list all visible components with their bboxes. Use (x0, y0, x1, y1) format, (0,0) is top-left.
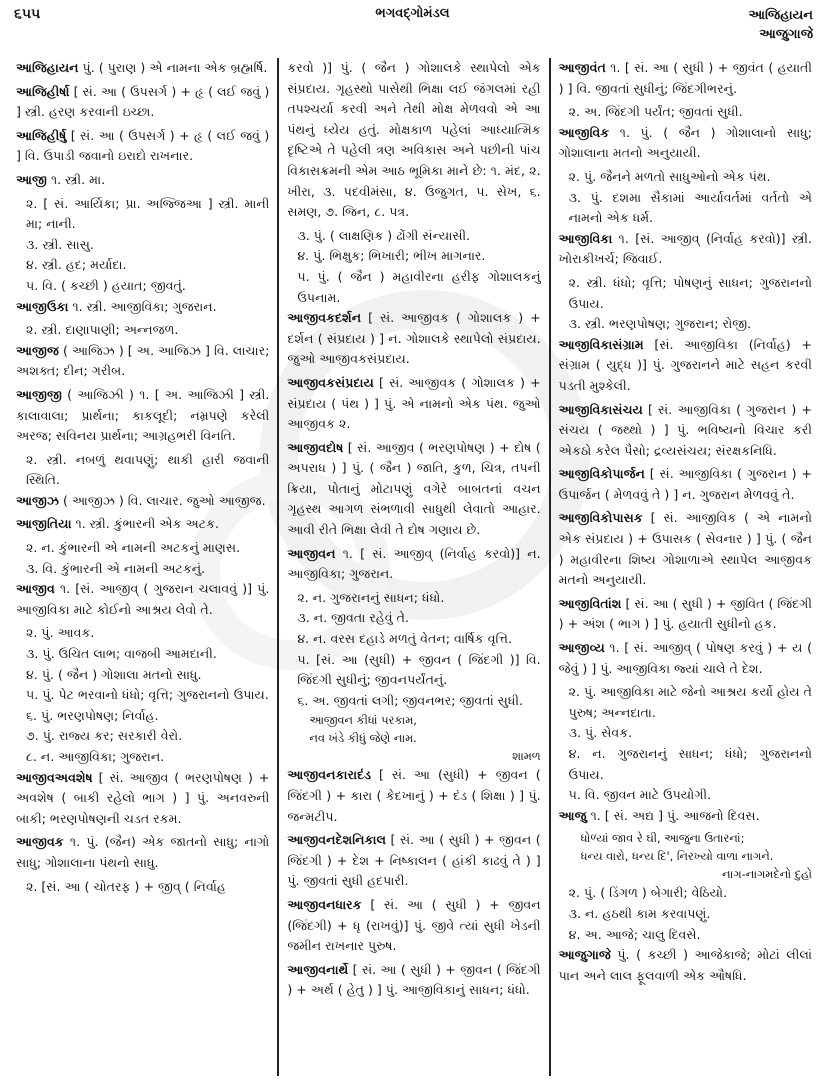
guide-word-last: આજુગાજે (759, 27, 813, 42)
entry-definition: [સં. આજીવિકા (નિર્વાહ) + સંગ્રામ ( યુદ્ધ )] પું. ગુજરાનને માટે સહન કરવી પડતી મુશ્કેલી. (558, 336, 812, 393)
entry-sense: ૩. સ્ત્રી. સાસુ. (26, 236, 94, 252)
entry-headword: આજીવદોષ (287, 439, 344, 455)
quotation-line: નવ ખંડે કીધું જેણે નામ. (309, 731, 417, 746)
dictionary-entry (287, 438, 540, 541)
entry-definition: ( આજિઝી ) ૧. [ અ. આજિઝી ] સ્ત્રી. કાલાવાલા; પ્રાર્થના; કાકલૂદી; નમ્રપણે કરેલી અરજ; સવિનય પ્રાર્થના; આગ્રહભરી વિનતિ. (16, 386, 270, 444)
entry-definition: ૧. [ સં. આજીવ્ ( પોષણ કરવું ) + ય ( જેવું ) ] પું. આજીવિકા જ્યાં ચાલે તે દેશ. (558, 640, 812, 676)
entry-headword: આજિહાયન (16, 60, 79, 75)
dictionary-entry (16, 832, 269, 873)
dictionary-entry (16, 768, 269, 830)
guide-words (748, 6, 813, 44)
dictionary-entry (16, 341, 269, 382)
dictionary-entry (287, 830, 540, 892)
entry-headword: આજીવનાર્થે (287, 961, 349, 977)
entry-sense: ૩. પું. સેવક. (568, 725, 633, 741)
entry-sense: ૫. [સં. આ (સુધી) + જીવન ( જિંદગી )] વિ. જિંદગી સુધીનું; જીવનપર્યંતનું. (297, 651, 541, 688)
entry-headword: આજિહીર્ષુ (16, 127, 67, 143)
entry-headword: આજીવિતાંશ (558, 595, 622, 611)
entry-sense: ૪. પું. ભિક્ષુક; ભિખારી; ભીખ માગનાર. (297, 248, 486, 264)
dictionary-entry (559, 464, 812, 505)
entry-sense: ૩. વિ. કુંભારની એ નામની અટકનું. (26, 560, 206, 576)
dictionary-entry (559, 638, 812, 679)
page-header (0, 0, 825, 56)
dictionary-entry (16, 491, 269, 512)
entry-sense: ૫. પું. ( જૈન ) મહાવીરના હરીફ ગોશાલકનું ઉપનામ. (297, 268, 541, 305)
entry-headword: આજીવ્ય (558, 640, 605, 656)
dictionary-entry (16, 126, 269, 167)
entry-sense: ૫. વિ. ( કચ્છી ) હયાત; જીવતું. (26, 277, 186, 293)
entry-sense: ૩. પું. ઉચિત લાભ; વાજબી આમદાની. (26, 646, 217, 662)
quotation-line: આજીવન કીધાં પરકામ, (309, 713, 417, 728)
dictionary-entry (16, 170, 269, 191)
entry-definition: [ સં. આ ( સુધી ) + જીવન (જિંદગી) + ધૃ (રાખવું)] પું. જીવે ત્યાં સુધી ખેડની જમીન રાખનાર પુરુષ. (287, 896, 541, 954)
column-middle (277, 58, 550, 1076)
column-right (551, 58, 820, 1076)
quotation-line: ધન્ય વારો, ધન્ય દિ', નિરખ્યો વાળા નાગને. (580, 849, 774, 864)
entry-headword: આજીવનધારક (287, 896, 362, 912)
entry-sense: ૩. ન. હઠથી કામ કરવાપણું. (568, 905, 711, 921)
entry-definition: ( આજિઝ ) [ અ. આજિઝ ] વિ. લાચાર; અશક્ત; દીન; ગરીબ. (16, 342, 270, 379)
entry-definition: ૧. પું. ( જૈન ) ગોશાલાનો સાધુ; ગોશાલાના મતનો અનુયાયી. (558, 124, 812, 161)
entry-headword: આજીવનદેશનિકાલ (287, 832, 386, 848)
entry-sense: ૭. પું. રાજ્ય કર; સરકારી વેરો. (26, 728, 183, 744)
entry-headword: આજીવંત (558, 60, 606, 75)
entry-sense: ૨. ન. કુંભારની એ નામની અટકનું માણસ. (26, 540, 241, 556)
guide-word-first: આજિહાયન (748, 8, 813, 23)
entry-sense: ૬. પું. ભરણપોષણ; નિર્વાહ. (26, 707, 159, 723)
entry-sense: ૩. પું. દશમા સૈકામાં આર્યાવર્તમાં વર્તતો એ નામનો એક ધર્મ. (568, 189, 812, 226)
entry-definition: [ સં. આજીવિકા ( ગુજરાન ) + ઉપાર્જન ( મેળવવું તે ) ] ન. ગુજરાન મેળવવું તે. (558, 466, 812, 502)
dictionary-entry (559, 806, 812, 827)
quotation-line: ધોળ્યાં જાવ રે ઘી, આજુના ઉતારનાં; (580, 831, 745, 846)
entry-headword: આજુ (558, 807, 587, 823)
entry-headword: આજિહીર્ષા (16, 83, 70, 99)
dictionary-entry (559, 400, 812, 462)
entry-headword: આજીવિકોપાર્જન (558, 466, 645, 482)
entry-definition: ૧. [ સં. આ ( સુધી ) + જીવંત ( હયાતી ) ] વિ. જીવતાં સુધીનું; જિંદગીભરનું. (558, 60, 812, 96)
entry-sense: ૪. અ. આજે; ચાલુ દિવસે. (568, 926, 701, 942)
entry-definition: [ સં. આજીવ ( ભરણપોષણ ) + અવશેષ ( બાકી રહેલો ભાગ ) ] પું. અનવરુની બાકી; ભરણપોષણની ચડત રકમ. (16, 769, 270, 826)
entry-definition: ૧. સ્ત્રી. કુંભારની એક અટક. (71, 516, 219, 532)
entry-definition: ૧. [ સં. અદ્ય ] પું. આજનો દિવસ. (586, 807, 760, 823)
dictionary-entry (559, 594, 812, 635)
entry-sense: ૨. સ્ત્રી. ધંધો; વૃત્તિ; પોષણનું સાધન; ગુજરાનનો ઉપાય. (568, 274, 812, 311)
entry-headword: આજીવિકોપાસક (558, 510, 643, 526)
dictionary-entry (16, 58, 269, 79)
entry-definition: કરવો )] પું. ( જૈન ) ગોશાલકે સ્થાપેલો એક સંપ્રદાય. ગૃહસ્થો પાસેથી ભિક્ષા લઈ જંગલમાં રહી તપશ્ચર્યા કરવી અને તેથી મોક્ષ મેળવવો એ આ પંથનું ધ્યેય હતું. મોક્ષકાળ પહેલાં આધ્યાત્મિક દૃષ્ટિએ તે પહેલી ત્રણ અવિકાસ અને પછીની પાંચ વિકાસક્રમની એમ આઠ ભૂમિકા માને છે: ૧. મંદ, ૨. ખીરા, ૩. પદવીમંસા, ૪. ઉજુગત, ૫. સેખ, ૬. સમણ, ૭. જિન, ૮. પત્ર. (287, 60, 541, 220)
dictionary-entry (16, 297, 269, 318)
dictionary-entry (16, 385, 269, 447)
entry-definition: [ સં. આ ( સુધી ) + જીવન ( જિંદગી ) + દેશ + નિષ્કાલન ( હાંકી કાઢવું તે ) ] પું. જીવતાં સુધી હદપારી. (287, 832, 541, 889)
dictionary-entry (287, 544, 540, 585)
dictionary-entry (16, 579, 269, 620)
entry-sense: ૬. અ. જીવતાં લગી; જીવનભર; જીવતાં સુધી. (297, 692, 524, 708)
entry-headword: આજીવ (16, 581, 55, 597)
entry-sense: ૮. ન. આજીવિકા; ગુજરાન. (26, 749, 165, 764)
entry-sense: ૪. ન. વરસ દહાડે મળતું વેતન; વાર્ષિક વૃત્તિ. (297, 631, 513, 647)
quotation-source: શામળ (512, 749, 541, 764)
entry-headword: આજીવનકારાદંડ (287, 767, 372, 783)
entry-definition: ૧. સ્ત્રી. મા. (46, 171, 106, 187)
entry-definition: [ સં. આજીવક ( ગોશાલક ) + સંપ્રદાય ( પંથ ) ] પું. એ નામનો એક પંથ. જુઓ આજીવક ૨. (287, 374, 541, 432)
dictionary-entry (16, 82, 269, 123)
entry-sense: ૫. વિ. જીવન માટે ઉપયોગી. (568, 787, 712, 803)
entry-headword: આજીવઅવશેષ (16, 769, 93, 785)
entry-definition: [ સં. આ ( ઉપસર્ગ ) + હૃ ( લઈ જવું ) ] સ્ત્રી. હરણ કરવાની ઇચ્છા. (16, 83, 270, 120)
entry-headword: આજીવિકાસંચય (558, 401, 643, 417)
entry-sense: ૨. પું. આજીવિકા માટે જેનો આશ્રય કર્યો હોય તે પુરુષ; અન્નદાતા. (568, 684, 812, 720)
dictionary-entry (287, 373, 540, 435)
entry-headword: આજીવિક (558, 124, 610, 140)
entry-sense: ૪. પું. ( જૈન ) ગોશાલા મતનો સાધુ. (26, 666, 202, 682)
entry-sense: ૨. સ્ત્રી. દાણાપાણી; અન્નજળ. (26, 322, 179, 338)
entry-headword: આજીવિકાસંગ્રામ (558, 336, 644, 352)
entry-definition: પું. ( પુરાણ ) એ નામના એક બ્રહ્મર્ષિ. (78, 60, 268, 75)
entry-sense: ૨. ન. ગુજરાનનું સાધન; ધંધો. (297, 589, 445, 605)
entry-headword: આજી (16, 171, 47, 187)
entry-definition: [ સં. આજીવિકા ( ગુજરાન ) + સંચય ( જથ્થો ) ] પું. ભવિષ્યનો વિચાર કરી એકઠો કરેલ પૈસો; દ્રવ્યસંચય; સંરક્ષકનિધિ. (558, 401, 812, 458)
entry-definition: ૧. પું. (જૈન) એક જાતનો સાધુ; નાગો સાધુ; ગોશાલાના પંથનો સાધુ. (16, 834, 270, 870)
entry-headword: આજીતિયા (16, 516, 72, 532)
entry-sense: ૩. પું. ( લાક્ષણિક ) ઢોંગી સંન્યાસી. (297, 227, 471, 243)
entry-definition: [ સં. આજીવિક ( એ નામનો એક સંપ્રદાય ) + ઉપાસક ( સેવનાર ) ] પું. ( જૈન ) મહાવીરના શિષ્ય ગોશાળાએ સ્થાપેલ આજીવક મતનો અનુયાયી. (558, 510, 812, 588)
entry-headword: આજીવક (16, 834, 64, 850)
entry-headword: આજીવન (287, 545, 336, 561)
entry-definition: ૧. [ સં. આજીવ્ (નિર્વાહ કરવો)] ન. આજીવિકા; ગુજરાન. (287, 545, 541, 582)
entry-headword: આજીઉકા (16, 298, 69, 314)
entry-headword: આજીવિકા (558, 230, 613, 246)
entry-sense: ૨. [ સં. આર્યિકા; પ્રા. અજ્જિઆ ] સ્ત્રી. માની મા; નાની. (26, 195, 270, 232)
entry-sense: ૩. ન. જીવતા રહેવું તે. (297, 610, 409, 626)
entry-definition: [ સં. આ (સુધી) + જીવન ( જિંદગી ) + કારા ( કેદખાનું ) + દંડ ( શિક્ષા ) ] પું. જન્મટીપ. (287, 767, 541, 824)
entry-headword: આજીવકસંપ્રદાય (287, 374, 374, 390)
entry-sense: ૨. પું. આવક. (26, 625, 95, 641)
entry-definition: ૧. [સં. આજીવ્ ( ગુજરાન ચલાવવું )] પું. આજીવિકા માટે કોઈનો આશ્રય લેવો તે. (16, 581, 270, 617)
quotation-source: નાગ-નાગમદેનો દુહો (722, 867, 812, 882)
entry-headword: આજીઝ (16, 492, 59, 508)
dictionary-entry (287, 765, 540, 827)
dictionary-entry (559, 508, 812, 590)
book-title: ભગવદ્ગોમંડલ (375, 6, 450, 21)
entry-definition: ૧. [સં. આજીવ્ (નિર્વાહ કરવો)] સ્ત્રી. ખોરાકીખર્ચ; જિવાઈ. (558, 230, 812, 267)
entry-sense: ૨. પું. જૈનને મળતો સાધુઓનો એક પંથ. (568, 168, 771, 184)
dictionary-entry (287, 895, 540, 957)
entry-definition: [ સં. આ ( સુધી ) + જીવિત ( જિંદગી ) + અંશ ( ભાગ ) ] પું. હયાતી સુધીનો હક. (558, 595, 812, 632)
dictionary-entry (559, 335, 812, 397)
entry-sense: ૨. પું. ( ડિંગળ ) બેગારી; વેઠિયો. (568, 885, 728, 901)
entry-sense: ૨. સ્ત્રી. નબળું થવાપણું; થાકી હારી જવાની સ્થિતિ. (26, 451, 270, 488)
entry-definition: પું. ( કચ્છી ) આજેકાજે; મોટાં લીલાં પાન અને લાલ ફૂલવાળી એક ઔષધિ. (558, 947, 812, 983)
dictionary-entry (287, 960, 540, 1001)
entry-sense: ૪. ન. ગુજરાનનું સાધન; ધંધો; ગુજરાનનો ઉપાય. (568, 746, 812, 782)
entry-definition: [ સં. આજીવક ( ગોશાલક ) + દર્શન ( સંપ્રદાય ) ] ન. ગોશાલકે સ્થાપેલો સંપ્રદાય. જુઓ આજીવકસંપ્રદાય. (287, 310, 541, 367)
entry-sense: ૪. સ્ત્રી. હદ; મર્યાદા. (26, 257, 127, 273)
entry-definition: [ સં. આજીવ ( ભરણપોષણ ) + દોષ ( અપરાધ ) ] પું. ( જૈન ) જાતિ, કુળ, ચિત્ર, તપની ક્રિયા, પોતાનું મોટાપણું વગેરે બાબતનાં વચન ગૃહસ્થ આગળ સંભળાવી સાધુથી લેવાતો આહાર. આવી રીતે ભિક્ષા લેવી તે દોષ ગણાય છે. (287, 439, 541, 538)
entry-headword: આજુગાજે (558, 947, 611, 963)
dictionary-entry (559, 229, 812, 270)
entry-headword: આજીવકદર્શન (287, 310, 362, 326)
entry-sense: ૩. સ્ત્રી. ભરણપોષણ; ગુજરાન; રોજી. (568, 316, 752, 332)
column-left (8, 58, 277, 1076)
entry-sense: ૨. [સં. આ ( ચોતરફ ) + જીવ્ ( નિર્વાહ (26, 878, 226, 894)
entry-sense: ૨. અ. જિંદગી પર્યંત; જીવતાં સુધી. (568, 104, 743, 120)
entry-definition: ( આજીઝ ) વિ. લાચાર. જુઓ આજીજ. (58, 492, 266, 508)
entry-definition: [ સં. આ ( સુધી ) + જીવન ( જિંદગી ) + અર્થ ( હેતુ ) ] પું. આજીવિકાનું સાધન; ધંધો. (287, 961, 541, 998)
dictionary-entry (287, 58, 540, 223)
entry-definition: ૧. સ્ત્રી. આજીવિકા; ગુજરાન. (68, 298, 217, 314)
dictionary-entry (287, 308, 540, 370)
dictionary-columns (8, 58, 820, 1076)
entry-sense: ૫. પું. પેટ ભરવાનો ધંધો; વૃત્તિ; ગુજરાનનો ઉપાય. (26, 687, 269, 703)
entry-headword: આજીજ (16, 342, 59, 358)
dictionary-entry (559, 945, 812, 986)
dictionary-entry (16, 514, 269, 535)
dictionary-entry (559, 58, 812, 99)
entry-headword: આજીજી (16, 386, 62, 402)
dictionary-entry (559, 123, 812, 164)
entry-definition: [ સં. આ ( ઉપસર્ગ ) + હૃ ( લઈ જવું ) ] વિ. ઉપાડી જવાનો ઇરાદો રાખનાર. (16, 127, 270, 164)
page-number: ૬૫૫ (14, 6, 41, 22)
